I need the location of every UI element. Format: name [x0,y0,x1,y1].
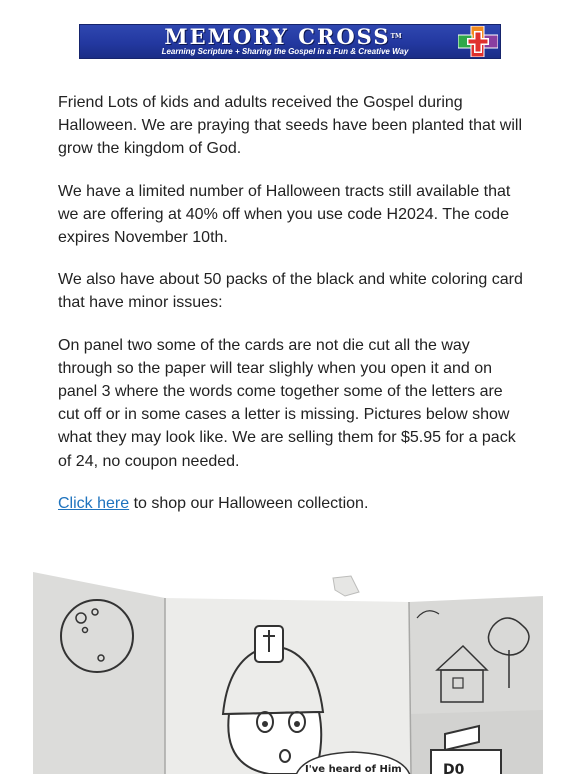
coloring-card-illustration [33,566,545,774]
sign-text: D0 [443,762,465,774]
cross-icon [458,26,498,57]
paragraph-issues: On panel two some of the cards are not die cut all the way through so the paper will tear slighly when you open it and on panel 3 where the words come together some of the letters are cut off or in some cases a letter is missing. Pictures below show what they may look like. We are selling them for $5.95 for a pack of 24, no coupon needed. [58,336,516,470]
paragraph-intro: Friend Lots of kids and adults received the Gospel during Halloween. We are praying that seeds have been planted that will grow the kingdom of God. [58,94,522,158]
logo-tagline: Learning Scripture + Sharing the Gospel in a Fun & Creative Way [161,47,409,56]
logo-title: MEMORY CROSS™ [164,24,402,49]
paragraph-shop [58,492,524,515]
shop-link[interactable]: Click here [58,494,130,512]
paragraph-coloring-cards: We also have about 50 packs of the black and white coloring card that have minor issues: [58,271,523,312]
memory-cross-banner[interactable] [79,24,501,59]
email-body [58,91,524,534]
shop-link-suffix: to shop our Halloween collection. [129,494,369,512]
speech-bubble-text: I've heard of Him [305,764,402,774]
paragraph-offer: We have a limited number of Halloween tracts still available that we are offering at 40% off when you use code H2024. The code expires November 10th. [58,182,511,247]
coloring-card-photo [33,566,545,774]
